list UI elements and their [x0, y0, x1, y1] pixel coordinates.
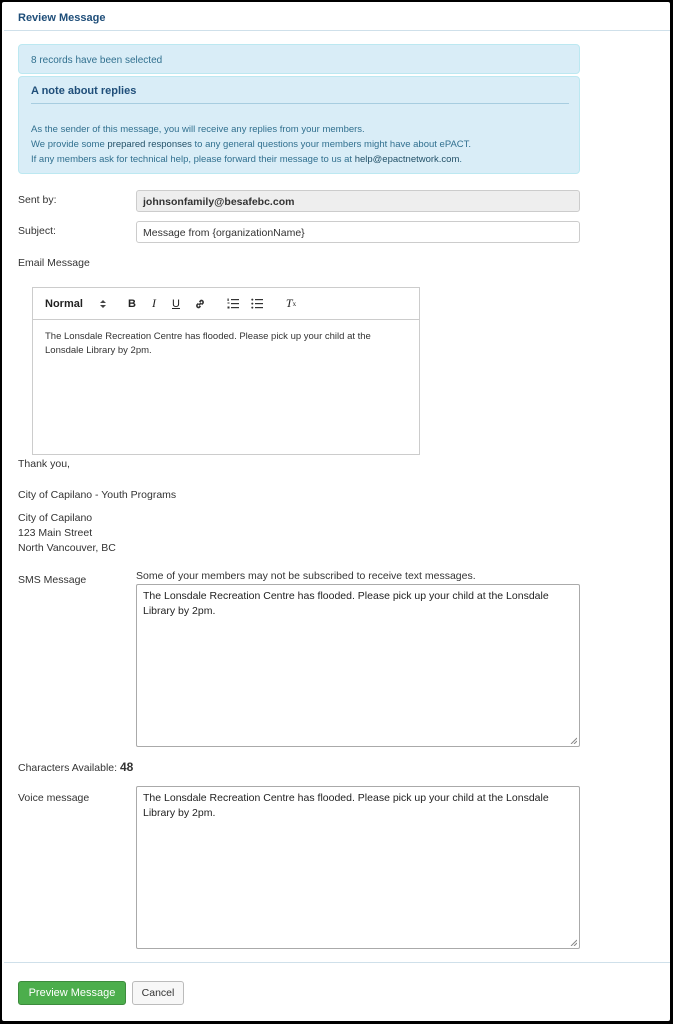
signature-thanks: Thank you, [18, 458, 70, 470]
replies-note-line2: We provide some prepared responses to any general questions your members might have about ePACT. [31, 139, 472, 150]
alert-divider [31, 103, 569, 104]
support-email-link[interactable]: help@epactnetwork.com [354, 154, 460, 165]
subject-label: Subject: [18, 225, 56, 237]
replies-note-line3: If any members ask for technical help, please forward their message to us at help@epactnetwork.com. [31, 154, 463, 165]
resize-handle-icon[interactable] [570, 737, 577, 744]
replies-note-line1: As the sender of this message, you will receive any replies from your members. [31, 124, 365, 135]
replies-note-heading: A note about replies [31, 85, 137, 97]
resize-handle-icon[interactable] [570, 939, 577, 946]
select-arrows-icon[interactable] [97, 295, 109, 313]
ordered-list-icon[interactable] [225, 295, 241, 313]
link-icon[interactable] [191, 295, 209, 313]
subject-input[interactable]: Message from {organizationName} [136, 221, 580, 243]
underline-button[interactable]: U [172, 297, 180, 310]
review-message-panel [2, 2, 670, 1021]
header-divider [4, 30, 670, 31]
sms-text: The Lonsdale Recreation Centre has flooded. Please pick up your child at the Lonsdale Library by 2pm. [143, 590, 549, 617]
characters-count: 48 [119, 760, 134, 774]
signature-org: City of Capilano [18, 512, 93, 524]
footer-divider [4, 962, 670, 963]
sent-by-label: Sent by: [18, 194, 57, 206]
italic-button[interactable]: I [152, 296, 156, 310]
page-title: Review Message [18, 12, 106, 24]
preview-message-button[interactable]: Preview Message [18, 981, 126, 1005]
replies-note-alert [18, 76, 580, 174]
email-editor [32, 287, 420, 455]
signature-street: 123 Main Street [18, 527, 93, 539]
voice-textarea[interactable] [136, 786, 580, 949]
voice-text: The Lonsdale Recreation Centre has flooded. Please pick up your child at the Lonsdale Library by 2pm. [143, 792, 549, 819]
selection-alert [18, 44, 580, 74]
signature-city: North Vancouver, BC [18, 542, 116, 554]
sms-hint: Some of your members may not be subscribed to receive text messages. [136, 570, 476, 582]
cancel-button[interactable]: Cancel [132, 981, 184, 1005]
prepared-responses-link[interactable]: prepared responses [107, 139, 192, 150]
bullet-list-icon[interactable] [249, 295, 265, 313]
sms-textarea[interactable] [136, 584, 580, 747]
voice-label: Voice message [18, 792, 90, 804]
bold-button[interactable]: B [128, 297, 136, 310]
sms-label: SMS Message [18, 574, 87, 586]
sent-by-field: johnsonfamily@besafebc.com [136, 190, 580, 212]
format-select[interactable]: Normal [45, 297, 83, 310]
selection-count-text: 8 records have been selected [31, 55, 163, 66]
clear-format-icon[interactable]: T x [285, 296, 297, 310]
email-body-text[interactable]: The Lonsdale Recreation Centre has flooded. Please pick up your child at the Lonsdale Library by 2pm. [45, 331, 371, 356]
editor-toolbar [33, 288, 419, 320]
email-message-label: Email Message [18, 257, 90, 269]
characters-available: Characters Available: 48 [18, 760, 134, 774]
signature-program: City of Capilano - Youth Programs [18, 489, 177, 501]
